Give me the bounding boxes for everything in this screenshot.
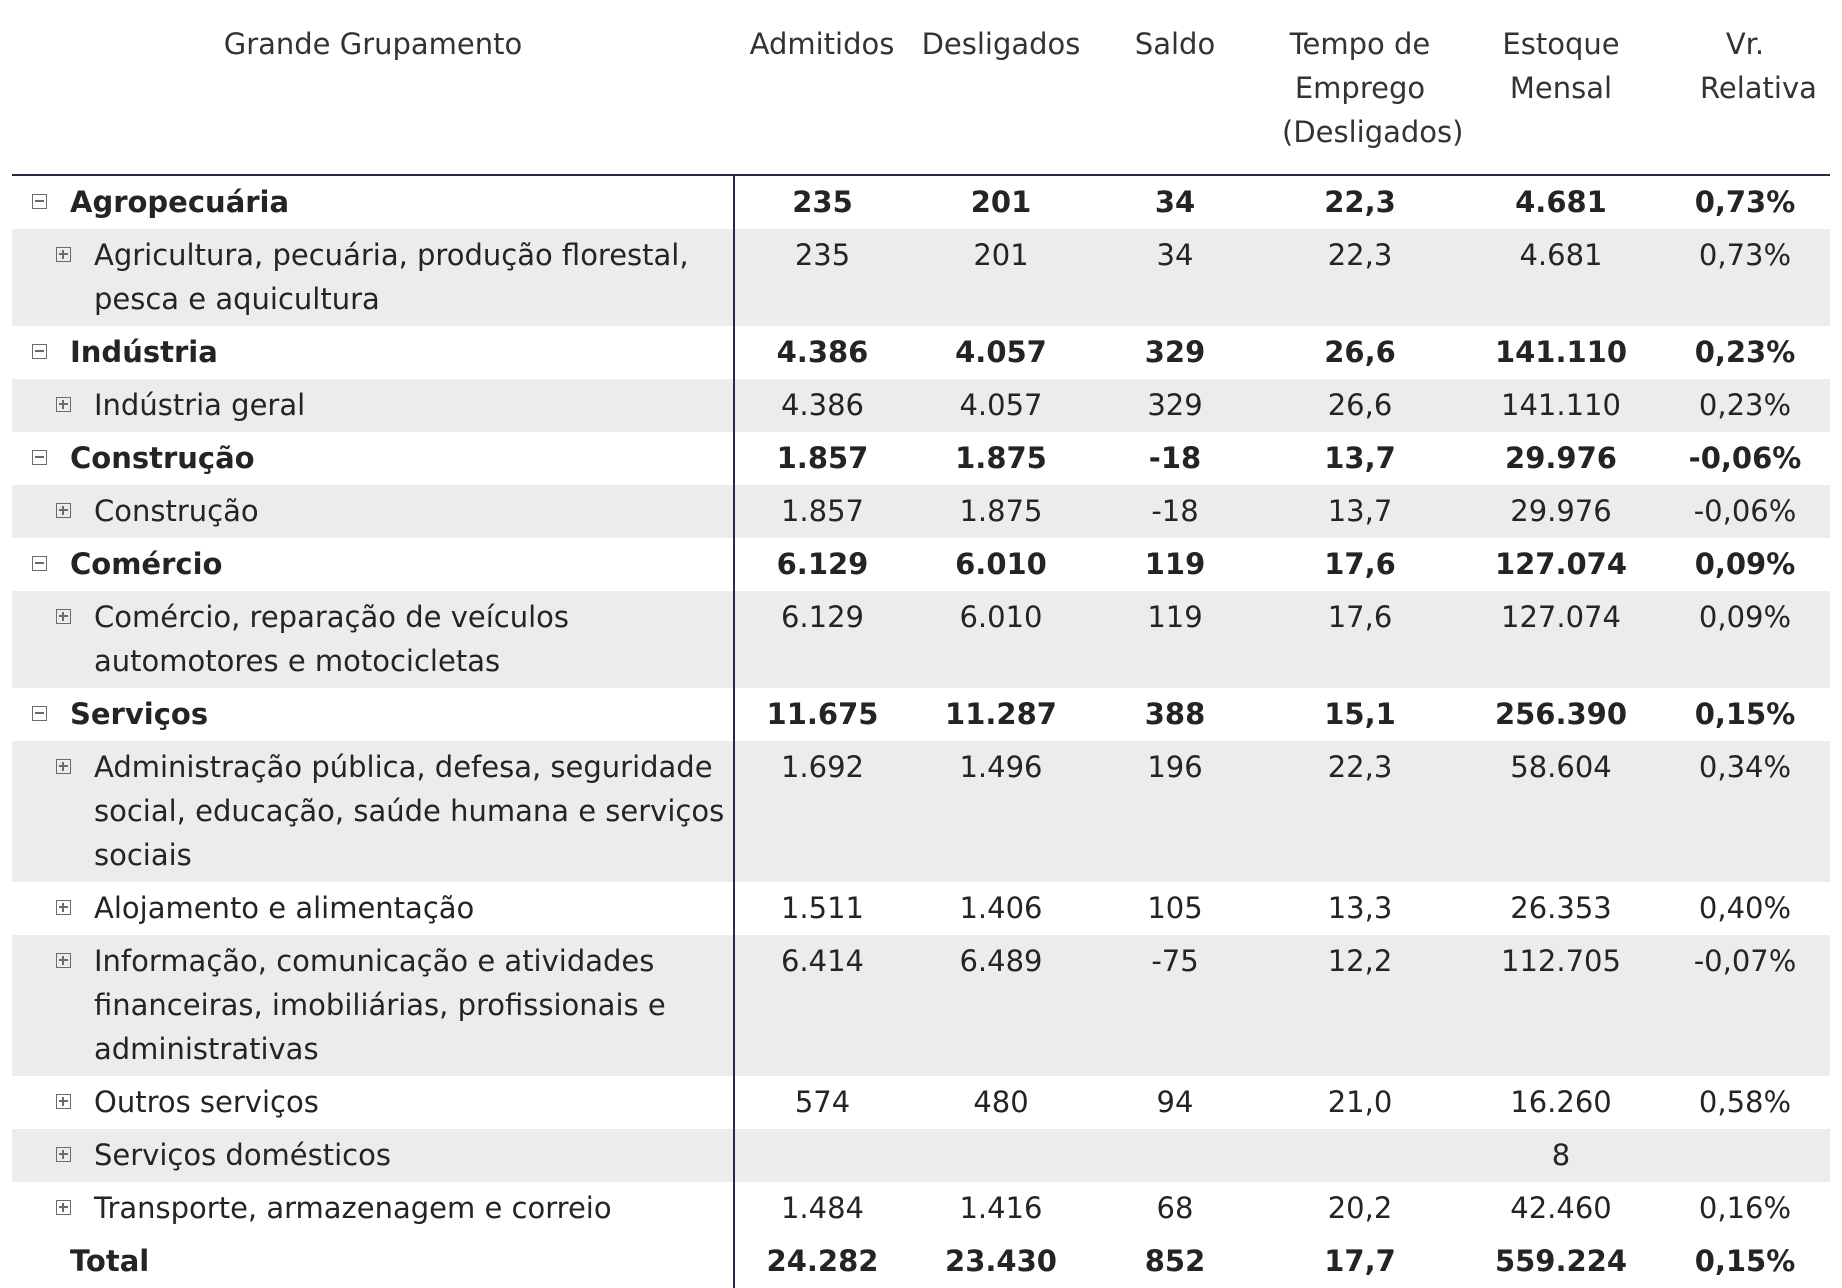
row-label xyxy=(18,745,727,877)
column-header[interactable]: Saldo xyxy=(1092,0,1258,175)
value-cell: 58.604 xyxy=(1462,741,1660,882)
subgroup-row xyxy=(12,882,1830,935)
value-cell: 4.386 xyxy=(776,335,869,369)
subgroup-row xyxy=(12,1182,1830,1235)
row-label-cell xyxy=(12,326,734,379)
value-cell: 6.129 xyxy=(734,591,910,688)
row-label xyxy=(18,330,727,374)
subgroup-row xyxy=(12,485,1830,538)
value-cell: 1.692 xyxy=(734,741,910,882)
column-header[interactable]: Vr. Relativa xyxy=(1660,0,1830,175)
value-cell: 559.224 xyxy=(1494,1244,1628,1278)
row-label-cell xyxy=(12,538,734,591)
value-cell: 574 xyxy=(734,1076,910,1129)
row-label-cell xyxy=(12,741,734,882)
row-label xyxy=(18,692,727,736)
subgroup-row xyxy=(12,1129,1830,1182)
total-row xyxy=(12,1235,1830,1288)
expand-icon[interactable] xyxy=(56,247,71,262)
value-cell: 0,15% xyxy=(1694,697,1796,731)
subgroup-row xyxy=(12,935,1830,1076)
subgroup-row xyxy=(12,229,1830,326)
value-cell: 141.110 xyxy=(1462,379,1660,432)
value-cell: 21,0 xyxy=(1258,1076,1462,1129)
row-label-text: Serviços xyxy=(70,697,209,731)
row-label xyxy=(18,383,727,427)
row-label-text: Serviços domésticos xyxy=(94,1138,391,1172)
value-cell: 12,2 xyxy=(1258,935,1462,1076)
header-row xyxy=(12,0,1830,175)
value-cell: 17,7 xyxy=(1324,1244,1396,1278)
value-cell: -75 xyxy=(1092,935,1258,1076)
value-cell: 13,7 xyxy=(1258,485,1462,538)
row-label-cell xyxy=(12,1076,734,1129)
value-cell: 119 xyxy=(1144,547,1206,581)
value-cell: 26,6 xyxy=(1258,379,1462,432)
row-label-text: Informação, comunicação e atividades financeiras, imobiliárias, profissionais e administrativas xyxy=(94,944,666,1066)
value-cell: 852 xyxy=(1144,1244,1206,1278)
group-row xyxy=(12,326,1830,379)
value-cell: 34 xyxy=(1092,229,1258,326)
row-label xyxy=(18,1133,727,1177)
row-label xyxy=(18,542,727,586)
value-cell: 4.057 xyxy=(910,379,1092,432)
value-cell: 6.010 xyxy=(910,591,1092,688)
value-cell: 141.110 xyxy=(1494,335,1628,369)
value-cell: 127.074 xyxy=(1494,547,1628,581)
value-cell: 329 xyxy=(1144,335,1206,369)
group-row xyxy=(12,175,1830,229)
value-cell: 1.406 xyxy=(910,882,1092,935)
value-cell: 0,23% xyxy=(1660,379,1830,432)
value-cell: 105 xyxy=(1092,882,1258,935)
row-label-text: Comércio, reparação de veículos automotores e motocicletas xyxy=(94,600,569,678)
collapse-icon[interactable] xyxy=(32,194,47,209)
value-cell: 29.976 xyxy=(1462,485,1660,538)
collapse-icon[interactable] xyxy=(32,556,47,571)
matrix-table xyxy=(12,0,1830,1288)
value-cell: 15,1 xyxy=(1324,697,1396,731)
subgroup-row xyxy=(12,1076,1830,1129)
value-cell: 0,73% xyxy=(1660,229,1830,326)
value-cell: 0,73% xyxy=(1694,185,1796,219)
value-cell: -18 xyxy=(1092,485,1258,538)
value-cell: 22,3 xyxy=(1258,229,1462,326)
row-label-cell xyxy=(12,175,734,229)
value-cell: 1.875 xyxy=(910,485,1092,538)
value-cell: 6.489 xyxy=(910,935,1092,1076)
value-cell: 29.976 xyxy=(1505,441,1617,475)
value-cell: 0,15% xyxy=(1694,1244,1796,1278)
expand-icon[interactable] xyxy=(56,1200,71,1215)
column-header[interactable]: Tempo de Emprego (Desligados) xyxy=(1258,0,1462,175)
value-cell: 17,6 xyxy=(1258,591,1462,688)
column-header[interactable]: Desligados xyxy=(910,0,1092,175)
value-cell: 127.074 xyxy=(1462,591,1660,688)
value-cell xyxy=(734,1129,910,1182)
value-cell: 11.287 xyxy=(945,697,1057,731)
row-label-text: Transporte, armazenagem e correio xyxy=(94,1191,612,1225)
value-cell: 388 xyxy=(1144,697,1206,731)
expand-icon[interactable] xyxy=(56,503,71,518)
value-cell: 94 xyxy=(1092,1076,1258,1129)
value-cell: 23.430 xyxy=(945,1244,1057,1278)
expand-icon[interactable] xyxy=(56,900,71,915)
row-label-cell xyxy=(12,935,734,1076)
value-cell: 201 xyxy=(910,229,1092,326)
row-label-text: Outros serviços xyxy=(94,1085,319,1119)
row-label-cell xyxy=(12,432,734,485)
subgroup-row xyxy=(12,379,1830,432)
row-label xyxy=(18,1080,727,1124)
value-cell: 4.681 xyxy=(1462,229,1660,326)
expand-icon[interactable] xyxy=(56,759,71,774)
value-cell: 26,6 xyxy=(1324,335,1396,369)
value-cell: 13,3 xyxy=(1258,882,1462,935)
value-cell: 0,09% xyxy=(1694,547,1796,581)
value-cell: 20,2 xyxy=(1258,1182,1462,1235)
expand-icon[interactable] xyxy=(56,953,71,968)
value-cell xyxy=(1258,1129,1462,1182)
row-label xyxy=(18,180,727,224)
value-cell xyxy=(1092,1129,1258,1182)
column-header[interactable]: Grande Grupamento xyxy=(12,0,734,175)
value-cell: -0,07% xyxy=(1660,935,1830,1076)
collapse-icon[interactable] xyxy=(32,344,47,359)
value-cell: -18 xyxy=(1148,441,1202,475)
value-cell: 6.414 xyxy=(734,935,910,1076)
value-cell: 0,58% xyxy=(1660,1076,1830,1129)
expand-icon[interactable] xyxy=(56,609,71,624)
row-label xyxy=(18,939,727,1071)
value-cell: 0,09% xyxy=(1660,591,1830,688)
value-cell xyxy=(910,1129,1092,1182)
value-cell: 0,16% xyxy=(1660,1182,1830,1235)
value-cell: 1.875 xyxy=(955,441,1047,475)
value-cell: 1.857 xyxy=(734,485,910,538)
row-label xyxy=(18,1186,727,1230)
value-cell: 1.416 xyxy=(910,1182,1092,1235)
group-row xyxy=(12,688,1830,741)
row-label-text: Administração pública, defesa, seguridade social, educação, saúde humana e serviços sociais xyxy=(94,750,725,872)
row-label xyxy=(18,489,727,533)
row-label xyxy=(18,436,727,480)
row-label-cell xyxy=(12,1235,734,1288)
value-cell: 480 xyxy=(910,1076,1092,1129)
expand-icon[interactable] xyxy=(56,1147,71,1162)
subgroup-row xyxy=(12,741,1830,882)
value-cell: 0,40% xyxy=(1660,882,1830,935)
row-label-cell xyxy=(12,688,734,741)
value-cell: 8 xyxy=(1462,1129,1660,1182)
row-label xyxy=(18,886,727,930)
subgroup-row xyxy=(12,591,1830,688)
row-label xyxy=(18,233,727,321)
value-cell: 22,3 xyxy=(1324,185,1396,219)
row-label-text: Indústria xyxy=(70,335,218,369)
expand-icon[interactable] xyxy=(56,397,71,412)
row-label-text: Construção xyxy=(94,494,259,528)
value-cell: 329 xyxy=(1092,379,1258,432)
row-label-text: Comércio xyxy=(70,547,223,581)
value-cell: 68 xyxy=(1092,1182,1258,1235)
value-cell: 4.386 xyxy=(734,379,910,432)
row-label-cell xyxy=(12,1182,734,1235)
column-header[interactable]: Estoque Mensal xyxy=(1462,0,1660,175)
value-cell: -0,06% xyxy=(1688,441,1802,475)
value-cell: -0,06% xyxy=(1660,485,1830,538)
value-cell: 1.496 xyxy=(910,741,1092,882)
value-cell: 4.681 xyxy=(1515,185,1607,219)
value-cell: 11.675 xyxy=(766,697,879,731)
value-cell: 1.484 xyxy=(734,1182,910,1235)
value-cell: 22,3 xyxy=(1258,741,1462,882)
value-cell: 112.705 xyxy=(1462,935,1660,1076)
value-cell: 26.353 xyxy=(1462,882,1660,935)
row-label-text: Indústria geral xyxy=(94,388,306,422)
value-cell: 16.260 xyxy=(1462,1076,1660,1129)
column-header[interactable]: Admitidos xyxy=(734,0,910,175)
value-cell: 6.010 xyxy=(955,547,1047,581)
value-cell: 1.857 xyxy=(776,441,869,475)
row-label xyxy=(18,1239,727,1283)
value-cell: 256.390 xyxy=(1494,697,1628,731)
row-label-cell xyxy=(12,485,734,538)
value-cell: 1.511 xyxy=(734,882,910,935)
collapse-icon[interactable] xyxy=(32,706,47,721)
value-cell: 196 xyxy=(1092,741,1258,882)
group-row xyxy=(12,432,1830,485)
row-label xyxy=(18,595,727,683)
value-cell: 42.460 xyxy=(1462,1182,1660,1235)
matrix-body xyxy=(12,175,1830,1288)
row-label-cell xyxy=(12,379,734,432)
value-cell: 13,7 xyxy=(1324,441,1396,475)
value-cell: 235 xyxy=(792,185,853,219)
row-label-text: Alojamento e alimentação xyxy=(94,891,475,925)
row-label-cell xyxy=(12,882,734,935)
value-cell: 6.129 xyxy=(776,547,869,581)
value-cell: 235 xyxy=(734,229,910,326)
group-row xyxy=(12,538,1830,591)
collapse-icon[interactable] xyxy=(32,450,47,465)
row-label-cell xyxy=(12,591,734,688)
row-label-text: Agricultura, pecuária, produção florestal, pesca e aquicultura xyxy=(94,238,689,316)
value-cell: 119 xyxy=(1092,591,1258,688)
value-cell: 0,23% xyxy=(1694,335,1796,369)
value-cell: 201 xyxy=(970,185,1032,219)
row-label-cell xyxy=(12,229,734,326)
value-cell: 0,34% xyxy=(1660,741,1830,882)
row-label-text: Construção xyxy=(70,441,255,475)
value-cell xyxy=(1660,1129,1830,1182)
value-cell: 34 xyxy=(1154,185,1196,219)
row-label-cell xyxy=(12,1129,734,1182)
row-label-text: Agropecuária xyxy=(70,185,290,219)
value-cell: 24.282 xyxy=(766,1244,879,1278)
expand-icon[interactable] xyxy=(56,1094,71,1109)
value-cell: 4.057 xyxy=(955,335,1047,369)
value-cell: 17,6 xyxy=(1324,547,1396,581)
row-label-text: Total xyxy=(70,1244,150,1278)
